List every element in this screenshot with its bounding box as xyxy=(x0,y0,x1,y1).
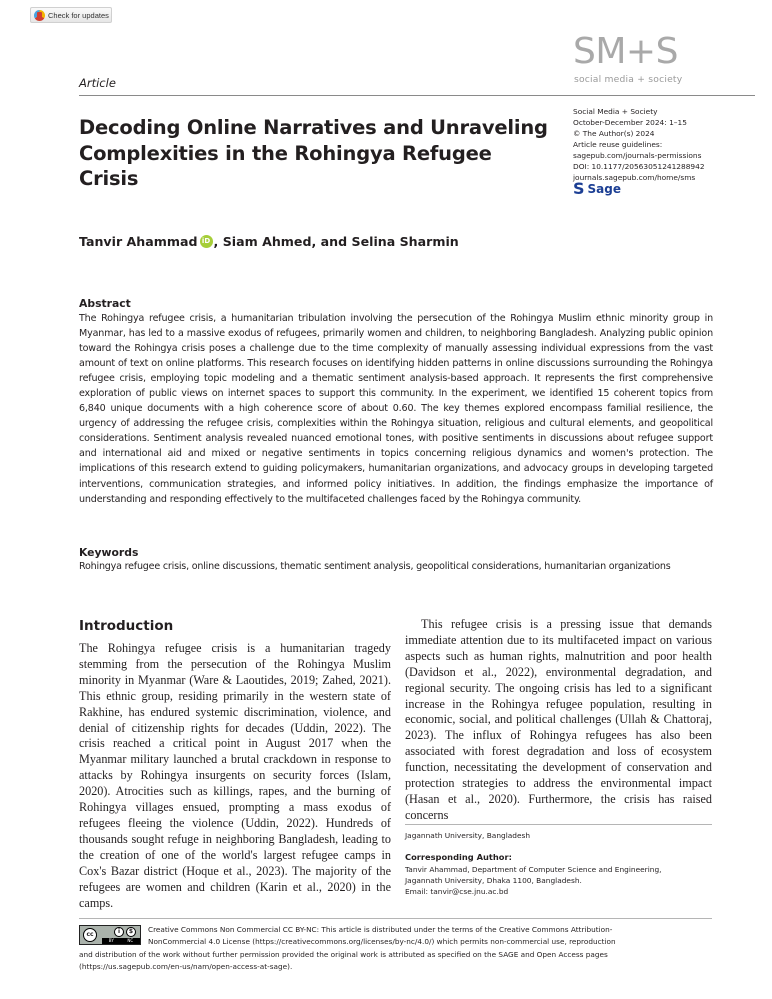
author-rest: , Siam Ahmed, and Selina Sharmin xyxy=(213,234,459,249)
corresponding-author-name: Tanvir Ahammad, Department of Computer Science and Engineering, xyxy=(405,865,662,874)
license-line-3: and distribution of the work without further permission provided the original work is attributed as specified on the SAGE and Open Access pages xyxy=(79,949,608,959)
corresponding-author-address: Jagannath University, Dhaka 1100, Bangladesh. xyxy=(405,876,582,885)
journal-logo-subtitle: social media + society xyxy=(574,74,683,85)
article-type-label: Article xyxy=(79,76,116,90)
attribution-icon: i xyxy=(114,927,124,937)
license-line-2: NonCommercial 4.0 License (https://creativecommons.org/licenses/by-nc/4.0/) which permits non-commercial use, reproduction xyxy=(148,937,616,947)
noncommercial-icon: $ xyxy=(126,927,136,937)
cc-by-nc-badge-icon[interactable] xyxy=(79,925,141,945)
abstract-heading: Abstract xyxy=(79,297,131,310)
keywords-heading: Keywords xyxy=(79,546,139,559)
check-for-updates-button[interactable] xyxy=(30,7,112,23)
check-for-updates-label: Check for updates xyxy=(48,10,109,20)
keywords-text: Rohingya refugee crisis, online discussions, thematic sentiment analysis, geopolitical considerations, humanitarian organizations xyxy=(79,561,671,572)
author-list xyxy=(79,234,459,249)
copyright: © The Author(s) 2024 xyxy=(573,129,655,138)
affiliation-divider xyxy=(405,824,712,825)
footer-divider xyxy=(79,918,712,919)
nc-label: NC xyxy=(127,938,134,943)
introduction-paragraph-1: The Rohingya refugee crisis is a humanitarian tragedy stemming from the persecution of the Rohingya Muslim minority in Myanmar (Ware & Laoutides, 2019; Zahed, 2021). This ethnic group, residing primarily in the western state of Rakhine, has endured systemic discrimination, violence, and denial of citizenship rights for decades (Uddin, 2022). The crisis reached a critical point in August 2017 when the Myanmar military launched a brutal crackdown in response to attacks by Rohingya insurgents on security forces (Islam, 2020). Atrocities such as killings, rapes, and the burning of Rohingya villages ensued, prompting a mass exodus of refugees fleeing the violence (Uddin, 2022). Hundreds of thousands sought refuge in neighboring Bangladesh, leading to the creation of one of the world's largest refugee camps in Cox's Bazar district (Hoque et al., 2023). The majority of the refugees are women and children (Karin et al., 2020) in the camps. xyxy=(79,641,391,910)
abstract-text: The Rohingya refugee crisis, a humanitarian tribulation involving the persecution of the Rohingya Muslim ethnic minority group in Myanmar, has led to a massive exodus of refugees, primarily women and children, to neighboring Bangladesh. Analyzing public opinion toward the Rohingya crisis poses a challenge due to the time complexity of manually assessing individual expressions from the vast amount of text on online platforms. This research focuses on identifying hidden patterns in online discussions surrounding the Rohingya refugee crisis, employing topic modeling and a thematic sentiment analysis-based approach. It represents the first comprehensive exploration of public views on internet spaces to support this community. In the experiment, we identified 15 coherent topics from 6,840 unique documents with a high coherence score of about 0.60. The key themes explored encompass familial resilience, the urgency of addressing the refugee crisis, complexities within the Rohingya situation, religious and cultural elements, and geopolitical considerations. Sentiment analysis revealed nuanced emotional tones, with positive sentiments in discussions about refugee support and international aid and mixed or negative sentiments in topics concerning religious dynamics and women's protection. The implications of this research extend to guiding policymakers, humanitarian organizations, and advocacy groups in developing targeted interventions, communication strategies, and informed policy initiatives. In addition, the findings emphasize the importance of understanding and responding effectively to the multifaceted challenges faced by the Rohingya community. xyxy=(79,313,713,505)
journal-home-link[interactable]: journals.sagepub.com/home/sms xyxy=(573,173,696,182)
by-label: BY xyxy=(108,938,114,943)
doi-link[interactable]: DOI: 10.1177/20563051241288942 xyxy=(573,162,705,171)
orcid-icon[interactable]: iD xyxy=(200,235,213,248)
header-divider xyxy=(79,95,755,96)
crossmark-icon xyxy=(34,10,45,21)
publisher-logo xyxy=(573,181,621,197)
reuse-guidelines-label: Article reuse guidelines: xyxy=(573,140,663,149)
corresponding-author-heading: Corresponding Author: xyxy=(405,852,512,862)
journal-meta xyxy=(573,106,705,183)
journal-issue: October-December 2024: 1–15 xyxy=(573,118,687,127)
cc-icon: cc xyxy=(83,928,97,942)
author-first: Tanvir Ahammad xyxy=(79,234,198,249)
sage-s-icon: S xyxy=(573,179,585,198)
article-title: Decoding Online Narratives and Unraveling Complexities in the Rohingya Refugee Crisis xyxy=(79,116,548,190)
publisher-name: Sage xyxy=(587,182,621,196)
corresponding-author-details xyxy=(405,864,661,897)
introduction-paragraph-2: This refugee crisis is a pressing issue that demands immediate attention due to its multifaceted impact on various aspects such as human rights, malnutrition and poor health (Davidson et al., 2022), environmental degradation, and regional security. The ongoing crisis has led to a significant increase in the Rohingya refugee population, resulting in economic, social, and political challenges (Ullah & Chattoraj, 2023). The influx of Rohingya refugees has also been associated with forest degradation and loss of ecosystem function, necessitating the development of conservation and protection strategies to address the environmental impact (Hasan et al., 2020). Furthermore, the crisis has raised concerns xyxy=(405,617,712,822)
corresponding-author-email[interactable]: Email: tanvir@cse.jnu.ac.bd xyxy=(405,887,509,896)
license-line-1: Creative Commons Non Commercial CC BY-NC: This article is distributed under the terms of the Creative Commons Attribution- xyxy=(148,925,613,934)
permissions-link[interactable]: sagepub.com/journals-permissions xyxy=(573,151,702,160)
journal-name: Social Media + Society xyxy=(573,107,658,116)
license-line-4[interactable]: (https://us.sagepub.com/en-us/nam/open-access-at-sage). xyxy=(79,962,293,972)
license-text xyxy=(79,924,719,974)
affiliation: Jagannath University, Bangladesh xyxy=(405,831,531,840)
introduction-heading: Introduction xyxy=(79,618,174,634)
journal-logo: SM+S xyxy=(573,31,678,72)
